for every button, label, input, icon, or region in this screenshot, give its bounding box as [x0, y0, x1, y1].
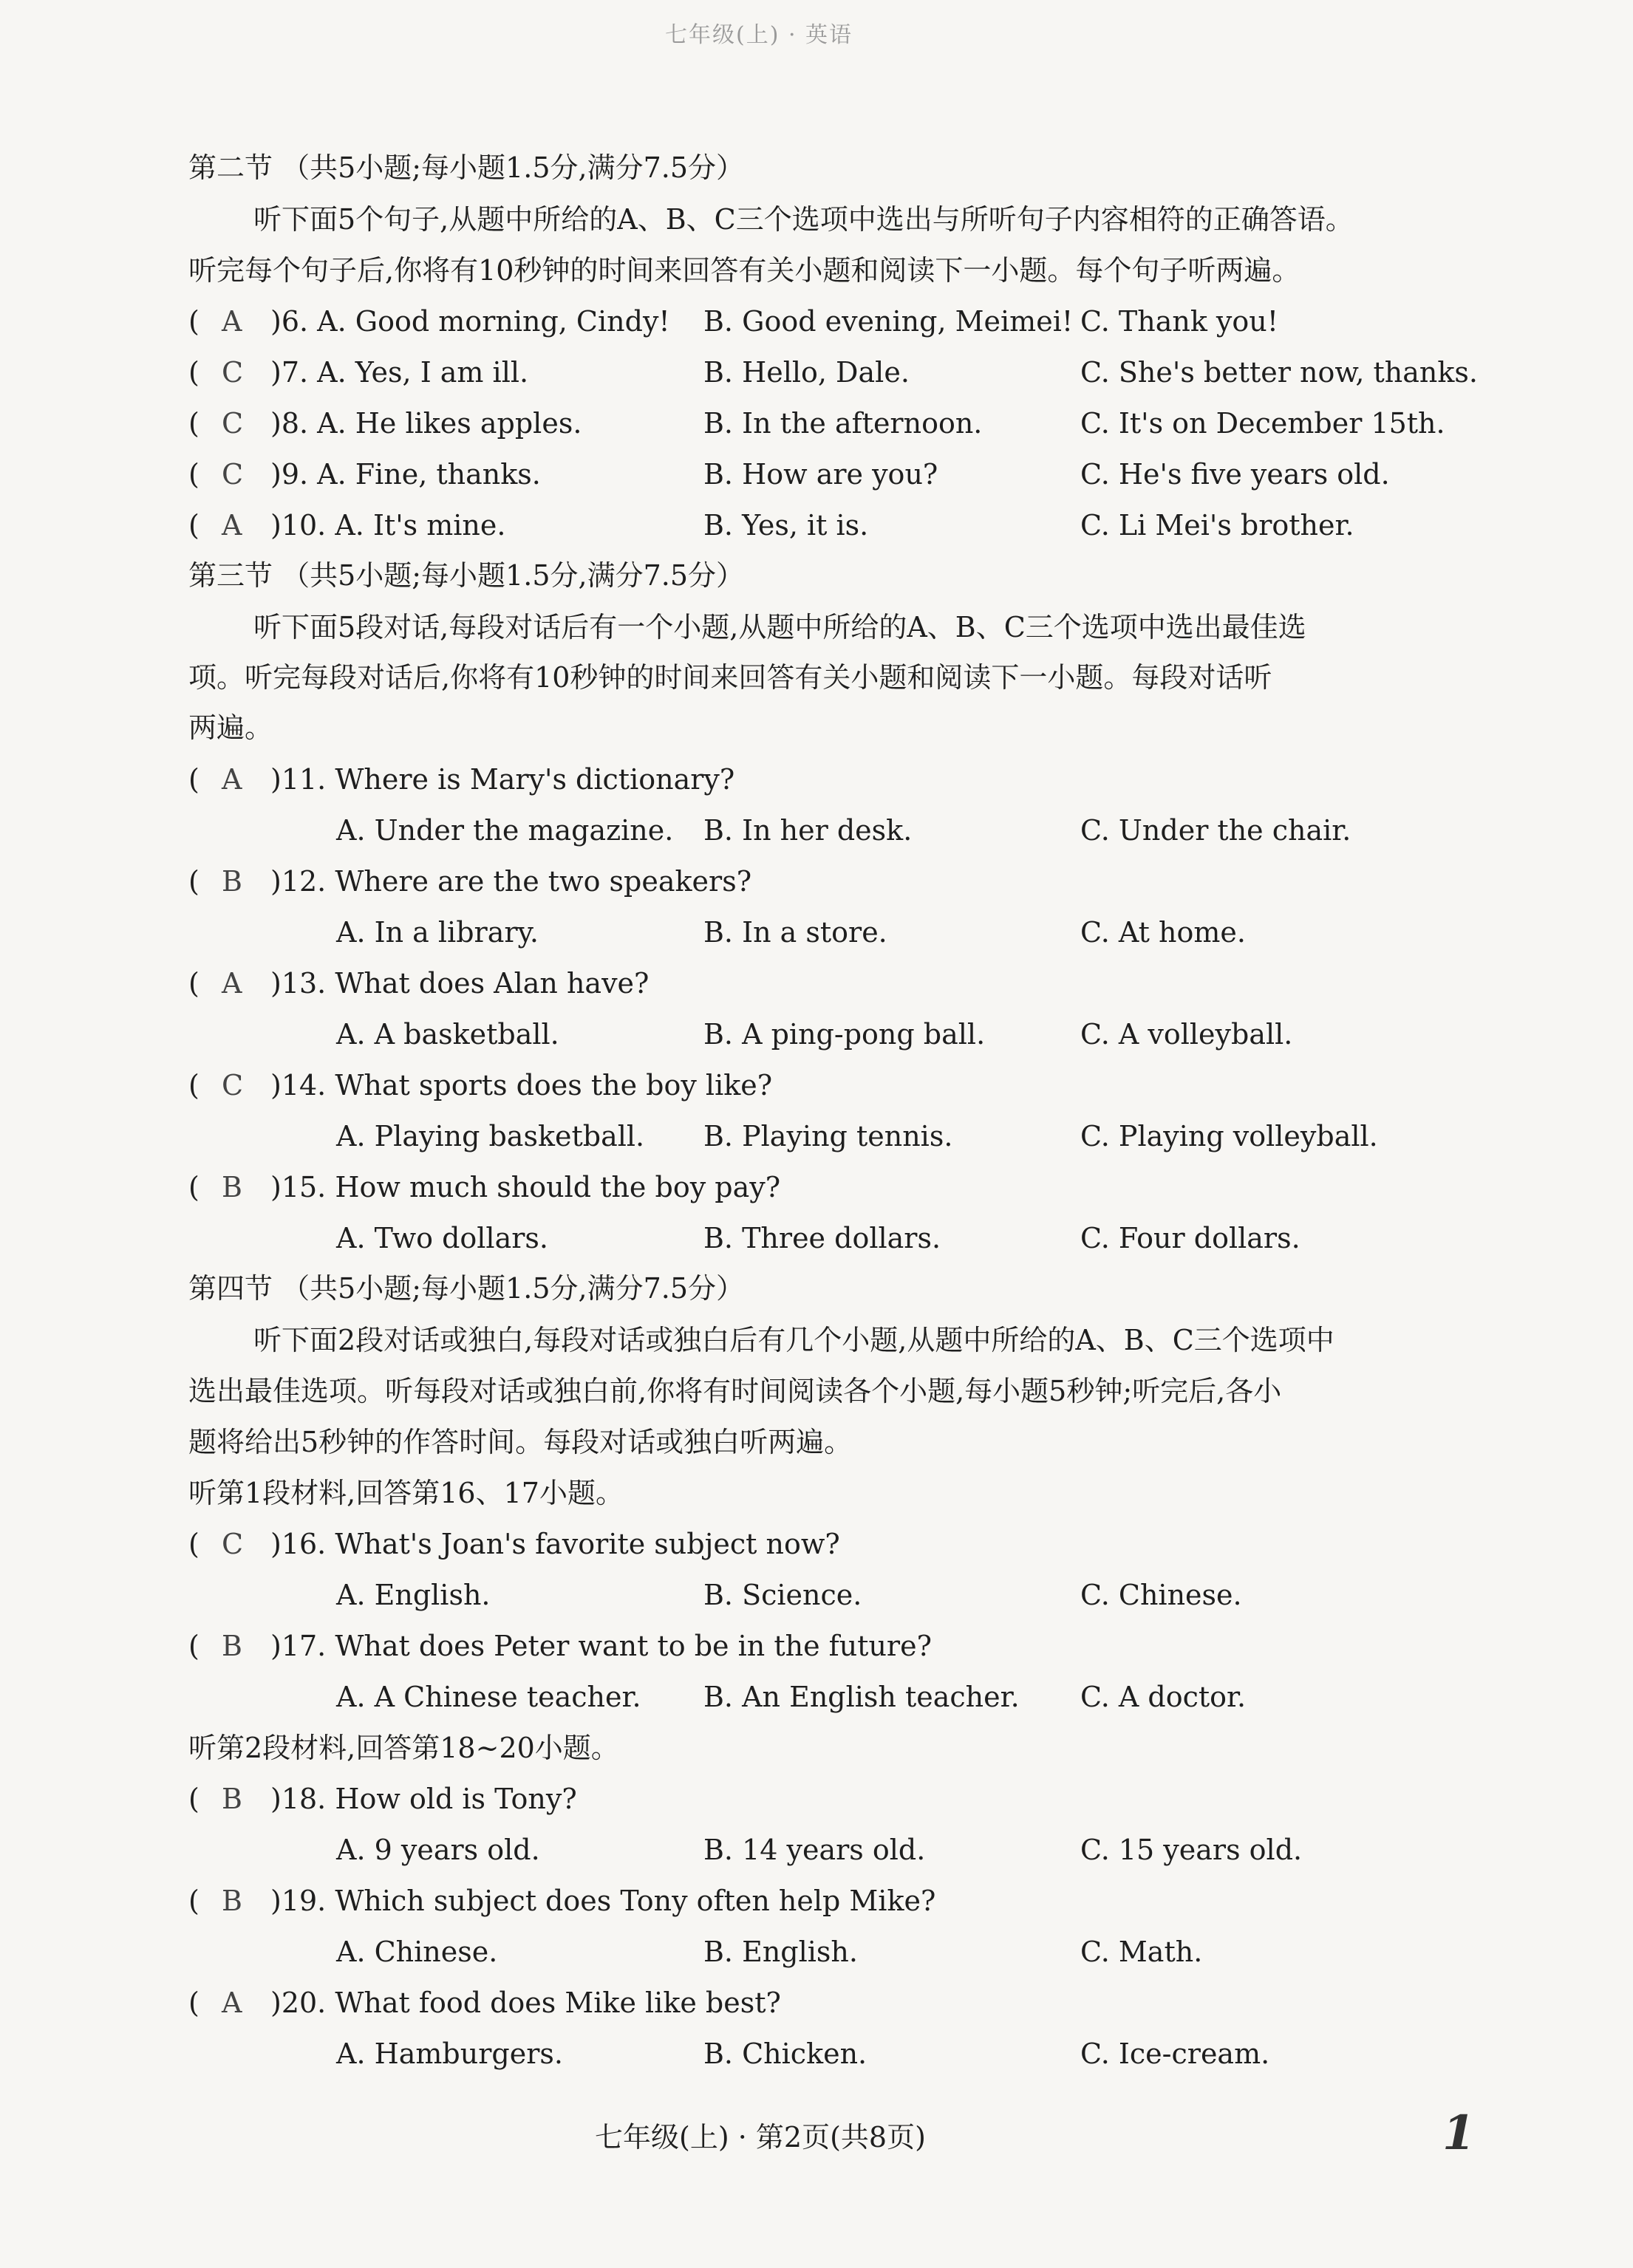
part-2-heading: 听第2段材料,回答第18~20小题。 [188, 1732, 619, 1764]
answer-13: A [222, 967, 242, 1000]
question-13-option-c: C. A volleyball. [1080, 1018, 1293, 1051]
question-17-stem: )17. What does Peter want to be in the future? [270, 1630, 932, 1662]
question-17-option-a: A. A Chinese teacher. [336, 1681, 641, 1713]
answer-20: A [222, 1987, 242, 2019]
question-19-option-b: B. English. [703, 1936, 858, 1968]
question-10-option-c: C. Li Mei's brother. [1080, 509, 1354, 542]
question-12-option-c: C. At home. [1080, 916, 1246, 949]
answer-paren-open: ( [188, 763, 200, 796]
question-12-option-b: B. In a store. [703, 916, 887, 949]
question-9-option-c: C. He's five years old. [1080, 458, 1390, 491]
answer-7: C [222, 356, 244, 389]
section-4-intro-line2: 选出最佳选项。听每段对话或独白前,你将有时间阅读各个小题,每小题5秒钟;听完后,各小 [188, 1375, 1282, 1407]
question-8-option-a: )8. A. He likes apples. [270, 407, 582, 440]
question-14-option-a: A. Playing basketball. [336, 1120, 645, 1152]
section-4-intro-line3: 题将给出5秒钟的作答时间。每段对话或独白听两遍。 [188, 1426, 853, 1458]
question-19-option-c: C. Math. [1080, 1936, 1203, 1968]
answer-paren-open: ( [188, 1783, 200, 1815]
question-18-option-a: A. 9 years old. [336, 1834, 540, 1866]
section-2-intro-line1: 听下面5个句子,从题中所给的A、B、C三个选项中选出与所听句子内容相符的正确答语。 [253, 203, 1354, 236]
answer-paren-open: ( [188, 865, 200, 898]
section-4-intro-line1: 听下面2段对话或独白,每段对话或独白后有几个小题,从题中所给的A、B、C三个选项中 [253, 1324, 1334, 1356]
question-15-stem: )15. How much should the boy pay? [270, 1171, 781, 1203]
answer-14: C [222, 1069, 244, 1101]
answer-paren-open: ( [188, 1171, 200, 1203]
question-12-option-a: A. In a library. [336, 916, 539, 949]
page-number-mark: 1 [1442, 2105, 1476, 2161]
question-13-stem: )13. What does Alan have? [270, 967, 650, 1000]
answer-12: B [222, 865, 242, 898]
question-8-option-b: B. In the afternoon. [703, 407, 983, 440]
question-9-option-b: B. How are you? [703, 458, 938, 491]
answer-paren-open: ( [188, 305, 200, 338]
question-20-option-a: A. Hamburgers. [336, 2038, 563, 2070]
section-2-intro-line2: 听完每个句子后,你将有10秒钟的时间来回答有关小题和阅读下一小题。每个句子听两遍。 [188, 254, 1300, 287]
section-4-title: 第四节 （共5小题;每小题1.5分,满分7.5分） [188, 1272, 745, 1305]
question-11-option-a: A. Under the magazine. [336, 814, 674, 847]
question-18-option-c: C. 15 years old. [1080, 1834, 1303, 1866]
answer-18: B [222, 1783, 242, 1815]
question-11-stem: )11. Where is Mary's dictionary? [270, 763, 735, 796]
answer-paren-open: ( [188, 407, 200, 440]
answer-16: C [222, 1528, 244, 1560]
top-bleed-mark: 七年级(上) · 英语 [665, 22, 853, 48]
question-15-option-a: A. Two dollars. [336, 1222, 548, 1254]
answer-paren-open: ( [188, 1528, 200, 1560]
answer-6: A [222, 305, 242, 338]
page-footer: 七年级(上) · 第2页(共8页) [595, 2121, 926, 2153]
question-19-stem: )19. Which subject does Tony often help Mike? [270, 1885, 936, 1917]
question-20-option-b: B. Chicken. [703, 2038, 867, 2070]
question-7-option-c: C. She's better now, thanks. [1080, 356, 1478, 389]
section-3-intro-line3: 两遍。 [188, 711, 273, 744]
question-14-stem: )14. What sports does the boy like? [270, 1069, 773, 1101]
answer-paren-open: ( [188, 356, 200, 389]
section-3-intro-line1: 听下面5段对话,每段对话后有一个小题,从题中所给的A、B、C三个选项中选出最佳选 [253, 611, 1306, 643]
answer-paren-open: ( [188, 1987, 200, 2019]
question-16-stem: )16. What's Joan's favorite subject now? [270, 1528, 840, 1560]
answer-15: B [222, 1171, 242, 1203]
answer-10: A [222, 509, 242, 542]
question-6-option-c: C. Thank you! [1080, 305, 1279, 338]
question-11-option-c: C. Under the chair. [1080, 814, 1351, 847]
answer-paren-open: ( [188, 967, 200, 1000]
answer-paren-open: ( [188, 1069, 200, 1101]
question-16-option-c: C. Chinese. [1080, 1579, 1242, 1611]
question-15-option-c: C. Four dollars. [1080, 1222, 1300, 1254]
section-2-title: 第二节 （共5小题;每小题1.5分,满分7.5分） [188, 151, 745, 184]
answer-11: A [222, 763, 242, 796]
answer-8: C [222, 407, 244, 440]
question-6-option-a: )6. A. Good morning, Cindy! [270, 305, 670, 338]
question-8-option-c: C. It's on December 15th. [1080, 407, 1445, 440]
question-19-option-a: A. Chinese. [336, 1936, 498, 1968]
question-12-stem: )12. Where are the two speakers? [270, 865, 752, 898]
answer-9: C [222, 458, 244, 491]
part-1-heading: 听第1段材料,回答第16、17小题。 [188, 1477, 624, 1509]
question-7-option-a: )7. A. Yes, I am ill. [270, 356, 529, 389]
question-20-option-c: C. Ice-cream. [1080, 2038, 1270, 2070]
question-16-option-b: B. Science. [703, 1579, 862, 1611]
answer-paren-open: ( [188, 458, 200, 491]
answer-19: B [222, 1885, 242, 1917]
section-3-intro-line2: 项。听完每段对话后,你将有10秒钟的时间来回答有关小题和阅读下一小题。每段对话听 [188, 661, 1272, 694]
answer-paren-open: ( [188, 1885, 200, 1917]
question-17-option-c: C. A doctor. [1080, 1681, 1247, 1713]
question-14-option-b: B. Playing tennis. [703, 1120, 953, 1152]
question-14-option-c: C. Playing volleyball. [1080, 1120, 1378, 1152]
question-17-option-b: B. An English teacher. [703, 1681, 1020, 1713]
question-13-option-a: A. A basketball. [336, 1018, 559, 1051]
question-10-option-b: B. Yes, it is. [703, 509, 869, 542]
section-3-title: 第三节 （共5小题;每小题1.5分,满分7.5分） [188, 559, 745, 592]
question-20-stem: )20. What food does Mike like best? [270, 1987, 781, 2019]
answer-paren-open: ( [188, 1630, 200, 1662]
question-18-option-b: B. 14 years old. [703, 1834, 926, 1866]
answer-17: B [222, 1630, 242, 1662]
question-7-option-b: B. Hello, Dale. [703, 356, 910, 389]
question-9-option-a: )9. A. Fine, thanks. [270, 458, 541, 491]
question-13-option-b: B. A ping-pong ball. [703, 1018, 986, 1051]
answer-paren-open: ( [188, 509, 200, 542]
question-11-option-b: B. In her desk. [703, 814, 913, 847]
question-10-option-a: )10. A. It's mine. [270, 509, 506, 542]
question-18-stem: )18. How old is Tony? [270, 1783, 577, 1815]
question-15-option-b: B. Three dollars. [703, 1222, 941, 1254]
question-6-option-b: B. Good evening, Meimei! [703, 305, 1074, 338]
question-16-option-a: A. English. [336, 1579, 491, 1611]
